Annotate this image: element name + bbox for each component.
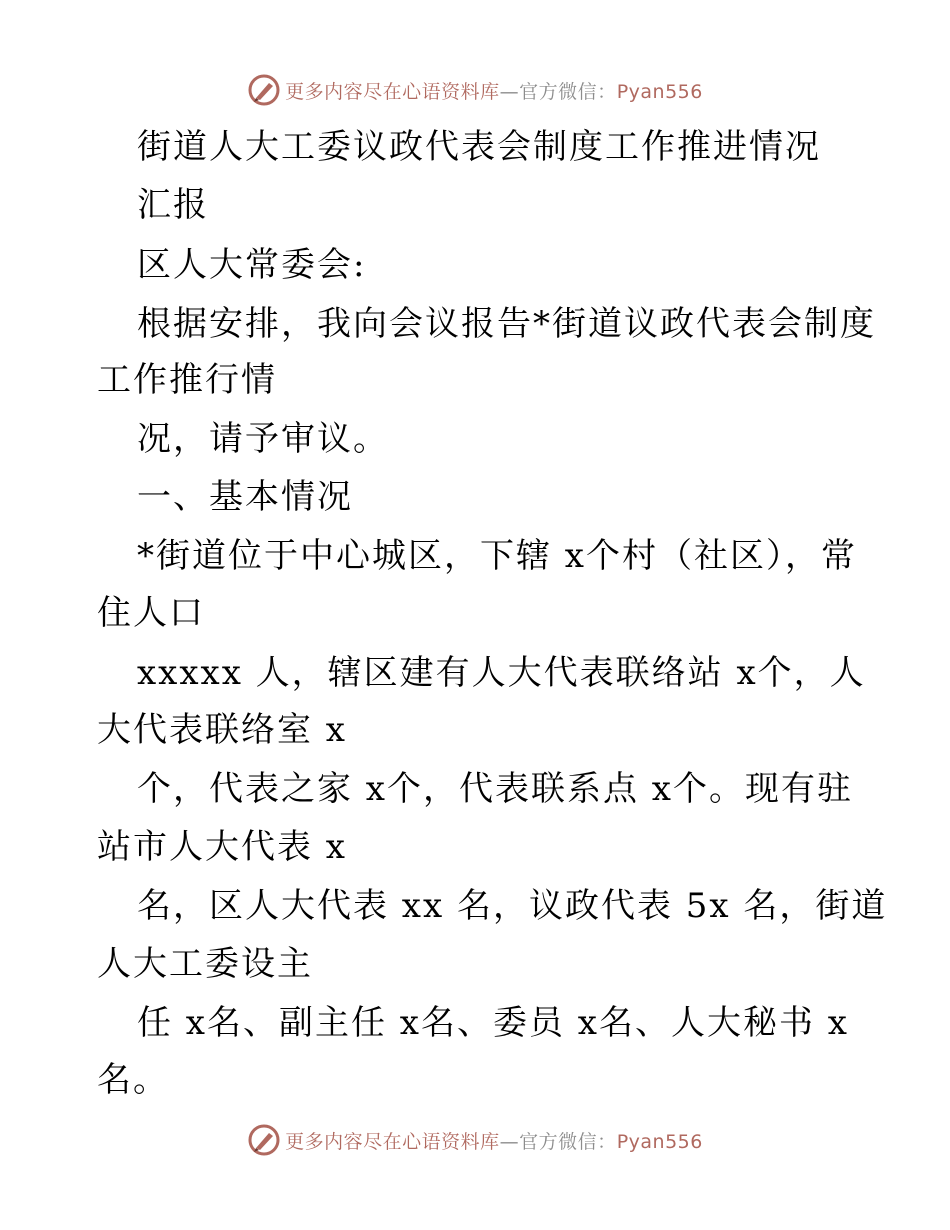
pen-quill-logo-icon (247, 1123, 281, 1157)
watermark-text: 更多内容尽在心语资料库—官方微信：Pyan556 (285, 1130, 703, 1153)
paragraph-line: 任 x名、副主任 x名、委员 x名、人大秘书 x (137, 1003, 849, 1043)
paragraph-line: 个，代表之家 x个，代表联系点 x个。现有驻 (137, 769, 853, 809)
paragraph-line: 况，请予审议。 (137, 419, 389, 459)
paragraph-line: 名。 (97, 1060, 169, 1100)
section-heading: 一、基本情况 (137, 477, 353, 517)
paragraph-line: 工作推行情 (97, 360, 277, 400)
footer-watermark (0, 1118, 950, 1162)
paragraph-line: 人大工委设主 (97, 944, 313, 984)
salutation: 区人大常委会: (137, 245, 367, 285)
paragraph-line: *街道位于中心城区，下辖 x个村（社区），常 (137, 536, 857, 576)
pen-quill-logo-icon (247, 73, 281, 107)
paragraph-line: 名，区人大代表 xx 名，议政代表 5x 名，街道 (137, 886, 888, 926)
document-title-line-1: 街道人大工委议政代表会制度工作推进情况 (137, 127, 821, 167)
document-title-line-2: 汇报 (137, 185, 209, 225)
paragraph-line: xxxxx 人，辖区建有人大代表联络站 x个，人 (137, 653, 866, 693)
paragraph-line: 根据安排，我向会议报告*街道议政代表会制度 (137, 304, 876, 344)
paragraph-line: 大代表联络室 x (97, 710, 347, 750)
watermark-text: 更多内容尽在心语资料库—官方微信：Pyan556 (285, 80, 703, 103)
header-watermark (0, 68, 950, 112)
paragraph-line: 住人口 (97, 593, 205, 633)
paragraph-line: 站市人大代表 x (97, 827, 347, 867)
